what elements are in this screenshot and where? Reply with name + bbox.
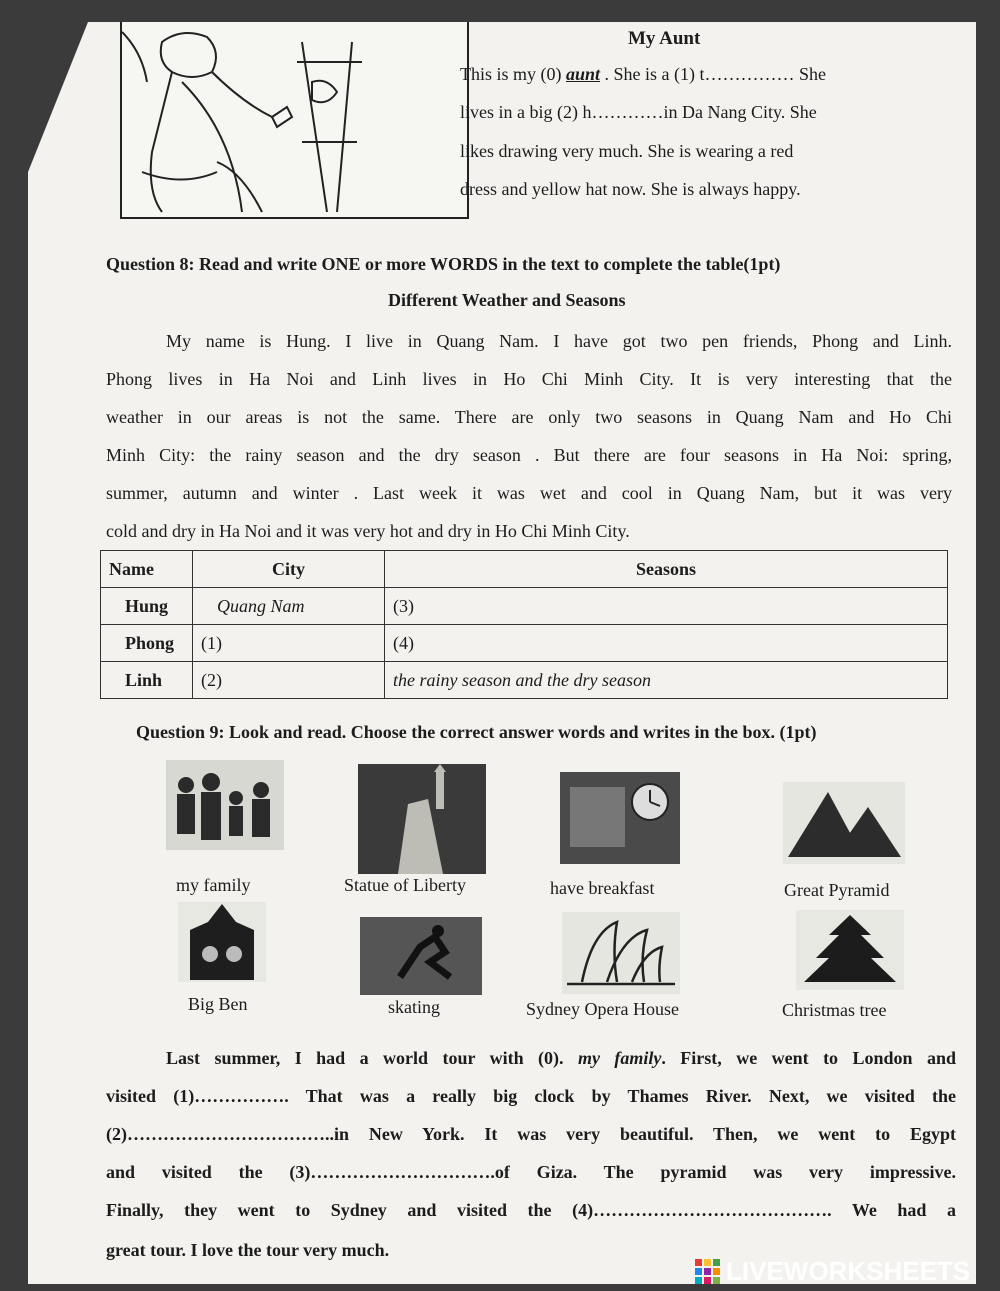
family-icon [166, 760, 284, 850]
big-ben-icon [178, 902, 266, 982]
table-header-row [101, 551, 948, 588]
question-9-title: Question 9: Look and read. Choose the correct answer words and writes in the box. (1pt) [136, 722, 817, 742]
picture-label: Big Ben [188, 994, 248, 1014]
opera-house-icon [562, 912, 680, 994]
picture-label: skating [388, 997, 440, 1017]
aunt-drawing [120, 22, 469, 219]
logo-square [695, 1277, 702, 1284]
paragraph-line: summer, autumn and winter . Last week it was wet and cool in Quang Nam, but it was very [106, 483, 952, 503]
header-name: Name [101, 551, 193, 588]
cell-name: Linh [101, 662, 193, 699]
painter-illustration-icon [122, 22, 467, 217]
answer-cell-4[interactable]: (4) [385, 625, 948, 662]
paragraph-line: cold and dry in Ha Noi and it was very hot and dry in Ho Chi Minh City. [106, 521, 630, 541]
table-row [101, 662, 948, 699]
story-line: Finally, they went to Sydney and visited the (4)…………………………………. We had a [106, 1200, 956, 1220]
story-line: (2)……………………………..in New York. It was very beautiful. Then, we went to Egypt [106, 1124, 956, 1144]
picture-label: have breakfast [550, 878, 655, 898]
clock-icon [560, 772, 680, 864]
christmas-tree-icon [796, 910, 904, 990]
aunt-title: My Aunt [628, 28, 701, 49]
picture-label: Christmas tree [782, 1000, 887, 1020]
skating-icon [360, 917, 482, 995]
story-line: visited (1)……………. That was a really big clock by Thames River. Next, we visited the [106, 1086, 956, 1106]
cell-seasons: the rainy season and the dry season [385, 662, 948, 699]
answer-cell-2[interactable]: (2) [193, 662, 385, 699]
header-seasons: Seasons [385, 551, 948, 588]
table-row [101, 588, 948, 625]
paragraph-line: Minh City: the rainy season and the dry season . But there are four seasons in Ha Noi: spring, [106, 445, 952, 465]
cell-city: Quang Nam [193, 588, 385, 625]
statue-icon [358, 764, 486, 874]
aunt-line-3: likes drawing very much. She is wearing a red [460, 141, 794, 161]
picture-label: my family [176, 875, 251, 895]
logo-square [695, 1268, 702, 1275]
seasons-table [100, 550, 948, 699]
reading-title: Different Weather and Seasons [388, 290, 626, 310]
picture-label: Great Pyramid [784, 880, 890, 900]
story-line: Last summer, I had a world tour with (0). my family. First, we went to London and [166, 1048, 956, 1068]
answer-example: my family [577, 1048, 662, 1068]
logo-text: LIVEWORKSHEETS [726, 1256, 971, 1286]
cell-name: Hung [101, 588, 193, 625]
answer-cell-3[interactable]: (3) [385, 588, 948, 625]
logo-square [713, 1268, 720, 1275]
pyramid-icon [783, 782, 905, 864]
aunt-line-1 [460, 64, 826, 85]
page-fold [28, 22, 88, 172]
aunt-line-2: lives in a big (2) h…………in Da Nang City. She [460, 102, 817, 122]
aunt-text-1: This is my (0) aunt . She is a (1) t…………… She [460, 64, 827, 84]
logo-square [713, 1277, 720, 1284]
paragraph-line: weather in our areas is not the same. There are only two seasons in Quang Nam and Ho Chi [106, 407, 952, 427]
table-row [101, 625, 948, 662]
question-8-title: Question 8: Read and write ONE or more WORDS in the text to complete the table(1pt) [106, 254, 781, 274]
reading-paragraph [106, 322, 952, 550]
worksheet-page [28, 22, 976, 1284]
picture-label: Statue of Liberty [344, 875, 466, 895]
logo-grid-icon [695, 1259, 720, 1284]
paragraph-line: My name is Hung. I live in Quang Nam. I have got two pen friends, Phong and Linh. [166, 331, 952, 351]
logo-square [713, 1259, 720, 1266]
picture-label: Sydney Opera House [526, 999, 679, 1019]
logo-square [704, 1259, 711, 1266]
paragraph-line: Phong lives in Ha Noi and Linh lives in Ho Chi Minh City. It is very interesting that the [106, 369, 952, 389]
answer-cell-1[interactable]: (1) [193, 625, 385, 662]
logo-square [704, 1277, 711, 1284]
liveworksheets-logo[interactable] [695, 1256, 970, 1287]
story-line: great tour. I love the tour very much. [106, 1240, 390, 1260]
logo-square [704, 1268, 711, 1275]
story-line: and visited the (3)………………………….of Giza. The pyramid was very impressive. [106, 1162, 956, 1182]
cell-name: Phong [101, 625, 193, 662]
header-city: City [193, 551, 385, 588]
aunt-line-4: dress and yellow hat now. She is always happy. [460, 179, 801, 199]
logo-square [695, 1259, 702, 1266]
answer-example: aunt [566, 64, 601, 84]
